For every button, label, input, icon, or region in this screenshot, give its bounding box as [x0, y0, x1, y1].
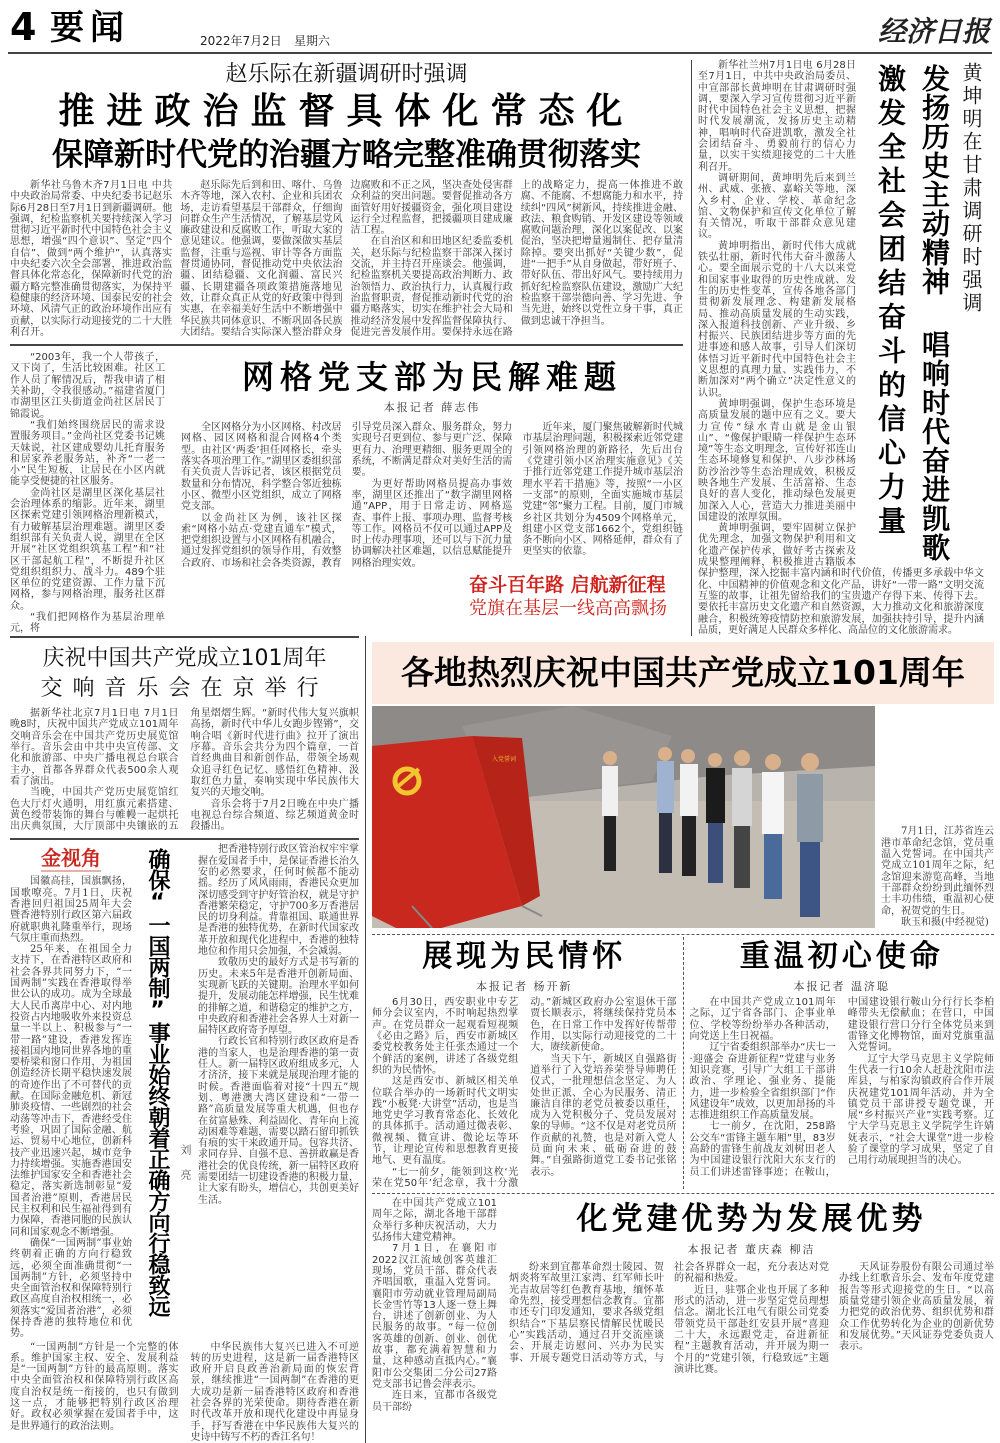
section-name: 要闻	[50, 8, 130, 48]
paragraph: 行政长官和特别行政区政府是香港的当家人，也是治理香港的第一责任人。新一届特区政府组成多元，人才济济，接下来就是展现治理才能的时候。香港面临着对接“十四五”规划、粤港澳大湾区建设和“一带一路”高质量发展等重大机遇，但也存在贫富悬殊、利益固化、青年向上流动困难等难题，需要以踏石留印抓铁有痕的实干来政通开局。包容共济、求同存异、自强不息、善拼敢赢是香港社会的优良传统，新一届特区政府需要团结一切建设香港的积极力量，让大家有盼头，增信心，共创更美好生活。	[198, 1036, 359, 1206]
liaoning-body	[690, 997, 995, 1178]
commentary-body-right	[198, 844, 359, 1339]
grid-story	[10, 352, 683, 634]
masthead-logo: 经济日报	[877, 15, 990, 48]
celebration-headline: 各地热烈庆祝中国共产党成立101周年	[401, 653, 965, 693]
right-story-kicker: 黄坤明在甘肃调研时强调	[959, 62, 983, 315]
liaoning-story	[684, 937, 995, 1189]
top-band	[0, 54, 1000, 636]
commentary-author: 刘亮	[179, 1144, 192, 1195]
paragraph: 音乐会将于7月2日晚在中央广播电视总台综合频道、综艺频道黄金时段播出。	[190, 798, 359, 833]
top-story	[10, 60, 683, 338]
paragraph: 近日，驻鄂企业也开展了多种形式的活动，进一步坚定党员理想信念。湖北长江电气有限公司党委带领党员干部赴红安县开展“喜迎二十大，永远跟党走，奋进新征程”主题教育活动，并开展为期一个月的“党建引领，行稳致远”主题演讲比赛。	[674, 1284, 829, 1375]
section-dashed-rule	[372, 934, 994, 935]
paragraph: 在中国共产党成立101周年之际，湖北各地干部群众举行多种庆祝活动，大力弘扬伟大建党精神。	[372, 1198, 497, 1244]
paragraph: 国徽高挂，国旗飘扬，国歌嘹亮。7月1日，庆祝香港回归祖国25周年大会暨香港特别行政区第六届政府就职典礼隆重举行，现场气氛庄重而热烈。	[10, 876, 132, 944]
hubei-body	[509, 1262, 994, 1375]
paragraph: 致敬历史的最好方式是书写新的历史。未来5年是香港开创新局面、实现新飞跃的关键期。治理水平如何提升，发展动能怎样增强，民生忧难的排解之道，和谐稳定的维护之方，中央政府和香港社会各界人士对新一届特区政府寄予厚望。	[198, 957, 359, 1037]
right-story-headline-1: 发扬历史主动精神 唱响时代奋进凯歌	[918, 64, 951, 562]
bottom-right-area	[366, 636, 994, 1443]
commentary-body-left	[10, 876, 132, 1339]
paragraph: “七一前夕，能领到这枚‘光荣在党50年’纪念章，我十分激动。”新城区政府办公室退休干部贾长顺表示，将继续保持党员本色，在日常工作中发挥好传帮带作用，以实际行动迎接党的二十大，赓续新使命。	[372, 997, 677, 1189]
column-name: 金视角	[41, 846, 101, 871]
hubei-lead	[372, 1198, 497, 1413]
concert-headline-2: 交响音乐会在京举行	[40, 676, 329, 702]
concert-story	[10, 644, 359, 832]
page-number: 4	[10, 5, 37, 49]
paragraph: 辽宁省委组织部举办“庆七一·迎盛会 奋进新征程”党建与业务知识竞赛，引导广大组工干部讲政治、学理论、强业务、提能力，进一步检验全省组织部门“作风建设年”成效，以更加昂扬的斗志推进组织工作高质量发展。	[689, 1042, 836, 1122]
grid-story-byline: 本报记者 薛志伟	[383, 401, 481, 415]
paragraph: 黄坤明指出，新时代伟大成就铁弘壮丽，新时代伟大奋斗激荡人心。要全面展示党的十八大以来党和国家事业取得的历史性成就、发生的历史性变革，宣传各地各部门贯彻新发展理念、构建新发展格局、推动高质量发展的生动实践，深入报道科技创新、产业升级、乡村振兴、民族团结进步等方面的先进事迹和感人故事，引导人们深切体悟习近平新时代中国特色社会主义思想的真理力量、实践伟力，不断加深对“两个确立”决定性意义的认识。	[698, 240, 856, 399]
top-story-body	[10, 180, 683, 338]
paragraph: 把香港特别行政区管治权牢牢掌握在爱国者手中，是保证香港长治久安的必然要求，任何时候都不能动摇。经历了风风雨雨，香港民众更加深切感受到守护好管治权，就是守护香港繁荣稳定，守护700多万香港居民的切身利益。背靠祖国、联通世界是香港的独特优势，在新时代国家改革开放和现代化进程中，香港的独特地位和作用只会加强，不会减弱。	[198, 844, 359, 958]
bottom-left-area	[10, 636, 366, 1443]
paragraph: 这是西安市、新城区相关单位联合举办的一场新时代文明实践“小板凳·大讲堂”活动，也是当地党史学习教育常态化、长效化的具体抓手。活动通过微表彰、微视频、微宣讲、微论坛等环节，让理论宣传和思想教育更接地气、更有温度。	[372, 1076, 519, 1167]
paragraph: 赵乐际先后到和田、喀什、乌鲁木齐等地，深入农村、企业和兵团农场，走访看望基层干部群众，仔细询问群众生产生活情况，了解基层党风廉政建设和反腐败工作，听取大家的意见建议。他强调，要做深做实基层监督，注重与巡视、审计等各方面监督贯通协同，督促推动党中央依法治疆、团结稳疆、文化润疆、富民兴疆、长期建疆各项政策措施落地见效，让群众真正从党的好政策中得到实惠，在幸福美好生活中不断增强中华民族共同体意识、不断巩固各民族大团结。要结合实际深入整治群众身边腐败和不正之风，坚决查处侵害群众利益的突出问题。要督促推动各方面管好用好援疆资金，强化项目建设运行全过程监督，把援疆项目建成廉洁工程。	[180, 180, 513, 338]
paragraph: “我们始终围绕居民的需求设置服务项目。”金尚社区党委书记姚天妹说，社区建成婴幼儿托育服务和居家养老服务站，补齐“一老一小”民生短板，让居民在小区内就能享受便捷的社区服务。	[10, 419, 165, 488]
paragraph: 据新华社北京7月1日电 7月1日晚8时，庆祝中国共产党成立101周年交响音乐会在中国共产党历史展览馆举行。音乐会由中共中央宣传部、文化和旅游部、中央广播电视总台联合主办，首都各界群众代表500余人观看了演出。	[10, 708, 179, 787]
xian-byline: 本报记者 杨开新	[476, 980, 573, 994]
hubei-byline: 本报记者 董庆森 柳洁	[687, 1243, 816, 1257]
paragraph: 7月1日，在襄阳市2022汉江流域创客英雄汇现场，党员干部、群众代表齐唱国歌，重温入党誓词。襄阳市劳动就业管理局副局长金雪竹等13人逐一登上舞台，讲述了创新创业、为人民服务的故事。“每一位创客英雄的创新、创业、创优故事，都充满着智慧和力量，这种感动直抵内心。”襄阳市公交集团二分公司27路党支部书记鲁会萍表示。	[372, 1243, 497, 1390]
paragraph: 连日来，宜都市各级党员干部纷	[372, 1390, 497, 1413]
bottom-band	[0, 636, 1000, 1443]
paragraph: 调研期间，黄坤明先后来到兰州、武威、张掖、嘉峪关等地，深入乡村、企业、学校、革命纪念馆、文物保护和宣传文化单位了解有关情况，听取干部群众意见建议。	[698, 172, 856, 241]
top-story-headline-2: 保障新时代党的治疆方略完整准确贯彻落实	[52, 137, 641, 173]
paragraph: 以金尚社区为例，该社区探索“网格小站点·党建直通车”模式，把党组织设置与小区网格有机融合，通过发挥党组织的领导作用，有效整合政府、市场和社会各类资源，教育引导党员深入群众、服务群众，努力实现号召更到位、参与更广泛、保障更有力、治理更精细、服务更周全的系统，不断满足群众对美好生活的需要。	[181, 422, 513, 569]
board-title: 入党誓词	[492, 756, 517, 764]
grid-story-lead	[10, 352, 165, 634]
xian-story	[372, 937, 684, 1189]
concert-headline-1: 庆祝中国共产党成立101周年	[42, 646, 327, 672]
issue-weekday: 星期六	[294, 34, 331, 48]
commentary-body-bottom-right	[191, 1342, 360, 1443]
celebration-photo	[372, 706, 875, 928]
photo-graphic	[372, 706, 875, 928]
section-rule	[10, 344, 683, 346]
xian-liaoning-row	[372, 937, 994, 1189]
commentary-lower	[10, 1342, 359, 1443]
hubei-story	[372, 1198, 994, 1413]
grid-story-body	[181, 422, 683, 569]
photo-credit: 耿玉和摄(中经视觉)	[901, 916, 989, 928]
paragraph: 在自治区和和田地区纪委监委机关，赵乐际与纪检监察干部深入探讨交流，并主持召开座谈会。他强调，纪检监察机关要提高政治判断力、政治领悟力、政治执行力，认真履行政治监督职责，督促推动新时代党的治疆方略落实，切实在维护社会大局和推动经济发展中发挥监督保障执行、促进完善发展作用。要保持永远在路上的战略定力，提高一体推进不敢腐、不能腐、不想腐能力和水平，持续纠“四风”树新风，持续推进金融、政法、粮食购销、开发区建设等领域腐败问题治理，深化以案促改、以案促治，坚决把增量遏制住、把存量清除掉。要突出抓好“关键少数”，促进“一把手”从自身做起，带好班子、带好队伍、带出好风气。要持续用力抓好纪检监察队伍建设，激励广大纪检监察干部崇德向善、学习先进、争当先进，始终以党性立身干事，真正做到忠诚干净担当。	[350, 180, 683, 338]
page-header	[8, 0, 992, 54]
section-dashed-rule	[372, 1193, 994, 1194]
paragraph: 新华社兰州7月1日电 6月28日至7月1日，中共中央政治局委员、中宣部部长黄坤明在甘肃调研时强调，要深入学习宣传贯彻习近平新时代中国特色社会主义思想，把握时代发展潮流，发扬历史主动精神，唱响时代奋进凯歌，激发全社会团结奋斗、勇毅前行的信心力量，以实干实绩迎接党的二十大胜利召开。	[698, 60, 856, 173]
paragraph: 辽宁大学马克思主义学院师生代表一行10余人赶赴沈阳市法库县，与柏家沟镇政府合作开展庆祝建党101周年活动，并为全镇党员干部讲授专题党课，开展“乡村振兴产业”实践考察。辽宁大学马克思主义学院学生许婧妩表示，“社会大课堂”进一步检验了课堂的学习成果，坚定了自己用行动展现担当的决心。	[847, 1053, 994, 1167]
paragraph: “2003年，我一个人带孩子，又下岗了，生活比较困难。社区工作人员了解情况后，帮我申请了相关补助，令我很感动。”福建省厦门市湖里区江头街道金尚社区居民丁锦霞说。	[10, 352, 165, 420]
grid-story-main	[181, 352, 683, 634]
top-story-kicker: 赵乐际在新疆调研时强调	[225, 62, 468, 87]
right-story-headline-2: 激发全社会团结奋斗的信心力量	[874, 64, 907, 540]
photo-caption	[881, 826, 994, 928]
paragraph: 近年来，厦门聚焦破解新时代城市基层治理问题，积极探索近邻党建引领网格治理的新路径，先后出台《党建引领小区治理实施意见》《关于推行近邻党建工作提升城市基层治理水平若干措施》等，按照“一小区一支部”的原则，全面实施城市基层党建“邻”聚力工程。目前，厦门市城乡社区共划分为4509个网格单元，组建小区党支部1662个，党组织链条不断向小区、网格延伸，群众有了更坚实的依靠。	[522, 422, 683, 558]
hubei-headline: 化党建优势为发展优势	[576, 1201, 927, 1238]
concert-body	[10, 708, 359, 832]
paragraph: 25年来，在祖国全力支持下，在香港特区政府和社会各界共同努力下，“一国两制”实践在香港取得举世公认的成功。成为全球最大人民币离岸中心、对内地投资占内地吸收外来投资总量一半以上、积极参与“一带一路”建设，香港发挥连接祖国内地同世界各地的重要桥梁和窗口作用，为祖国创造经济长期平稳快速发展的奇迹作出了不可替代的贡献。在国际金融危机、新冠肺炎疫情、一些剧烈的社会动荡等冲击下，香港经受住考验，巩固了国际金融、航运、贸易中心地位，创新科技产业迅速兴起，城市竞争力持续增强。实施香港国安法维护国家安全和香港社会稳定，落实新选制彰显“爱国者治港”原则，香港居民民主权利和民生福祉得到有力保障，香港同胞的民族认同和国家观念不断增强。	[10, 944, 132, 1238]
paragraph: 当天下午，新城区自强路街道举行了入党培养荣誉导师聘任仪式，一批理想信念坚定、为人处世正派、全心为民服务、清正廉洁自律的老党员被委以重任，成为入党积极分子、党员发展对象的导师。“这不仅是对老党员所作贡献的礼赞，也是对新入党人员面向未来、砥砺奋进的鼓舞。”自强路街道党工委书记张铭表示。	[530, 1053, 677, 1178]
top-story-headline-1: 推进政治监督具体化常态化	[58, 91, 635, 132]
right-story-body	[698, 60, 984, 636]
paragraph: 七一前夕，在沈阳，258路公交车“雷锋主题车厢”里，83岁高龄的雷锋生前战友刘树田老人为中国建设银行沈阳大东支行的员工们讲述雷锋事迹；在鞍山，中国建设银行鞍山分行行长李柏峰带头无偿献血；在营口，中国建设银行营口分行全体党员来到雷锋文化博物馆，面对党旗重温入党誓词。	[689, 997, 994, 1178]
xian-body	[372, 997, 677, 1189]
top-left-area	[10, 60, 692, 636]
commentary-left-column	[10, 844, 132, 1339]
paragraph: 确保“一国两制”事业始终朝着正确的方向行稳致远，必须全面准确贯彻“一国两制”方针，必须坚持中央全面管治权和保障特别行政区高度自治权相统一，必须落实“爱国者治港”，必须保持香港的独特地位和优势。	[10, 1237, 132, 1340]
grid-story-banner	[469, 573, 683, 621]
banner-line-2: 党旗在基层一线高高飘扬	[469, 598, 667, 620]
paragraph: 6月30日，西安职业中专艺师分会议室内，不时响起热烈掌声。在党员群众一起观看短视频《必由之路》后，西安市新城区委党校教务处主任张杰通过一个个鲜活的案例，讲述了各级党组织的为民情怀。	[372, 997, 519, 1076]
issue-date: 2022年7月2日	[200, 34, 282, 48]
right-story-headlines	[860, 60, 984, 565]
paragraph: 新华社乌鲁木齐7月1日电 中共中央政治局常委、中央纪委书记赵乐际6月28日至7月1日到新疆调研。他强调，纪检监察机关要持续深入学习贯彻习近平新时代中国特色社会主义思想，增强“四个意识”、坚定“四个自信”、做到“两个维护”，认真落实中央纪委六次全会部署，推进政治监督具体化常态化，保障新时代党的治疆方略完整准确贯彻落实，为保持平稳健康的经济环境、国泰民安的社会环境、风清气正的政治环境作出应有贡献，以实际行动迎接党的二十大胜利召开。	[10, 180, 173, 338]
celebration-header	[372, 642, 994, 704]
paragraph: 全区网格分为小区网格、村改居网格、园区网格和混合网格4个类型。由社区‘两委’担任网格长，牵头落实各项治理工作。”湖里区委组织部有关负责人告诉记者，该区根据党员数量和分布情况，科学整合邻近独栋小区、微型小区党组织，成立了网格党支部。	[181, 422, 342, 513]
grid-story-headline: 网格党支部为民解难题	[241, 358, 622, 397]
paragraph: “我们把网格作为基层治理单元，将	[10, 611, 165, 635]
liaoning-headline: 重温初心使命	[739, 939, 944, 975]
paragraph: 纷来到宜都革命烈士陵园、贺炳炎将军故里江家湾、红军师长叶光吉故居等红色教育基地，缅怀革命先烈，接受理想信念教育。宜都市还专门印发通知，要求各级党组织结合“下基层察民情解民忧暖民心”实践活动，通过召开交流座谈会、开展走访慰问、兴办为民实事、开展专题党日活动等方式，与社会各界群众一起，充分表达对党的祝福和热爱。	[509, 1262, 829, 1364]
commentary-upper	[10, 844, 359, 1339]
right-story	[692, 60, 984, 636]
paragraph: 在中国共产党成立101周年之际，辽宁省各部门、企事业单位、学校等纷纷举办各种活动，向党送上生日祝福。	[689, 997, 836, 1043]
celebration-photo-row	[372, 706, 994, 928]
paragraph: 为更好帮助网格员提高办事效率，湖里区还推出了“数字湖里网格通”APP，用于日常走访、网格巡查、事件上报、事项办理、监督考核等工作。网格员不仅可以通过APP及时上传办理事项，还可以与下沉力量协调解决社区难题，以信息赋能提升网格治理实效。	[351, 478, 513, 569]
paragraph: 金尚社区是湖里区深化基层社会治理体系的缩影。近年来，湖里区探索党建引领网格治理新模式，有力破解基层治理难题。湖里区委组织部有关负责人说，湖里在全区开展“社区党组织筑基工程”和“社区干部起航工程”，不断提升社区党组织组织力、战斗力。489个驻区单位的党建资源、工作力量下沉网格，参与网格治理，服务社区群众。	[10, 487, 165, 612]
commentary-body-bottom-left	[10, 1342, 179, 1443]
caption-text: 7月1日，江苏省连云港市革命纪念馆，党员重温入党誓词。在中国共产党成立101周年之际，纪念馆迎来游览高峰，当地干部群众纷纷到此缅怀烈士丰功伟绩，重温初心使命，祝贺党的生日。	[881, 826, 994, 917]
xian-headline: 展现为民情怀	[422, 939, 627, 975]
paragraph: “一国两制”方针是一个完整的体系。维护国家主权、安全、发展利益是“一国两制”方针的最高原则。落实中央全面管治权和保障特别行政区高度自治权是统一衔接的，也只有做到这一点，才能够把特别行政区治理好。政权必须掌握在爱国者手中，这是世界通行的政治法则。	[10, 1341, 179, 1432]
commentary-headline: 确保“一国两制”事业始终朝着正确方向行稳致远	[145, 848, 170, 1317]
hubei-main	[509, 1198, 994, 1413]
paragraph: 黄坤明强调，保护生态环境是高质量发展的题中应有之义。要大力宣传“绿水青山就是金山银山”、“像保护眼睛一样保护生态环境”等生态文明理念，宣传好祁连山生态环境修复和保护、八步沙林场防沙治沙等生态治理成效，积极反映各地生产发展、生活富裕、生态良好的喜人变化，推动绿色发展更加深入人心，营造大力推进美丽中国建设的浓厚氛围。	[698, 398, 856, 523]
paragraph: 黄坤明强调，要牢固树立保护优先理念，加强文物保护利用和文化遗产保护传承，做好考古探索及成果整理阐释，积极推进古籍版本保护整理，深入挖掘丰富内涵和时代价值，传播更多承载中华文化、中国精神的价值观念和文化产品，讲好“一带一路”文明交流互鉴的故事，让祖先留给我们的宝贵遗产存得下来、传得下去。要依托丰富历史文化遗产和自然资源，大力推动文化和旅游深度融合，积极统筹疫情防控和旅游发展，加强扶持引导，提升内涵品质，更好满足人民群众多样化、高品位的文化旅游需求。	[698, 523, 984, 636]
commentary	[10, 844, 359, 1443]
paragraph: 天风证券股份有限公司通过举办线上红歌音乐会、发布年度党建报告等形式迎接党的生日。“以高质量党建引领企业高质量发展，着力把党的政治优势、组织优势和群众工作优势转化为企业的创新优势和发展优势。”天风证券党委负责人表示。	[839, 1262, 994, 1353]
liaoning-byline: 本报记者 温济聪	[793, 980, 890, 994]
banner-line-1: 奋斗百年路 启航新征程	[469, 574, 666, 597]
paragraph: 当晚，中国共产党历史展览馆红色大厅灯火通明，用红旗元素搭建、黄色绶带装饰的舞台与帷幔一起烘托出庆典氛围，大厅顶部中央镶嵌的五角星熠熠生辉。“新时代伟大复兴旗帜高扬，新时代中华儿女跑步铿锵”，交响合唱《新时代进行曲》拉开了演出序幕。音乐会共分为四个篇章，一首首经典曲目和新创作品，带领全场观众追寻红色记忆、感悟红色精神、汲取红色力量，奏响实现中华民族伟大复兴的天地交响。	[10, 708, 359, 833]
section-rule	[10, 838, 359, 840]
paragraph: 中华民族伟大复兴已进入不可逆转的历史进程，这是新一届香港特区政府开启良政善治新局面的恢宏背景，继续推进“一国两制”在香港的更大成功是新一届香港特区政府和香港社会各界的光荣使命。期待香港在新时代改革开放和现代化建设中再显身手，抒写香港在中华民族伟大复兴的史诗中铸写不朽的香江名句！	[190, 1341, 359, 1443]
section-rule	[10, 636, 359, 638]
